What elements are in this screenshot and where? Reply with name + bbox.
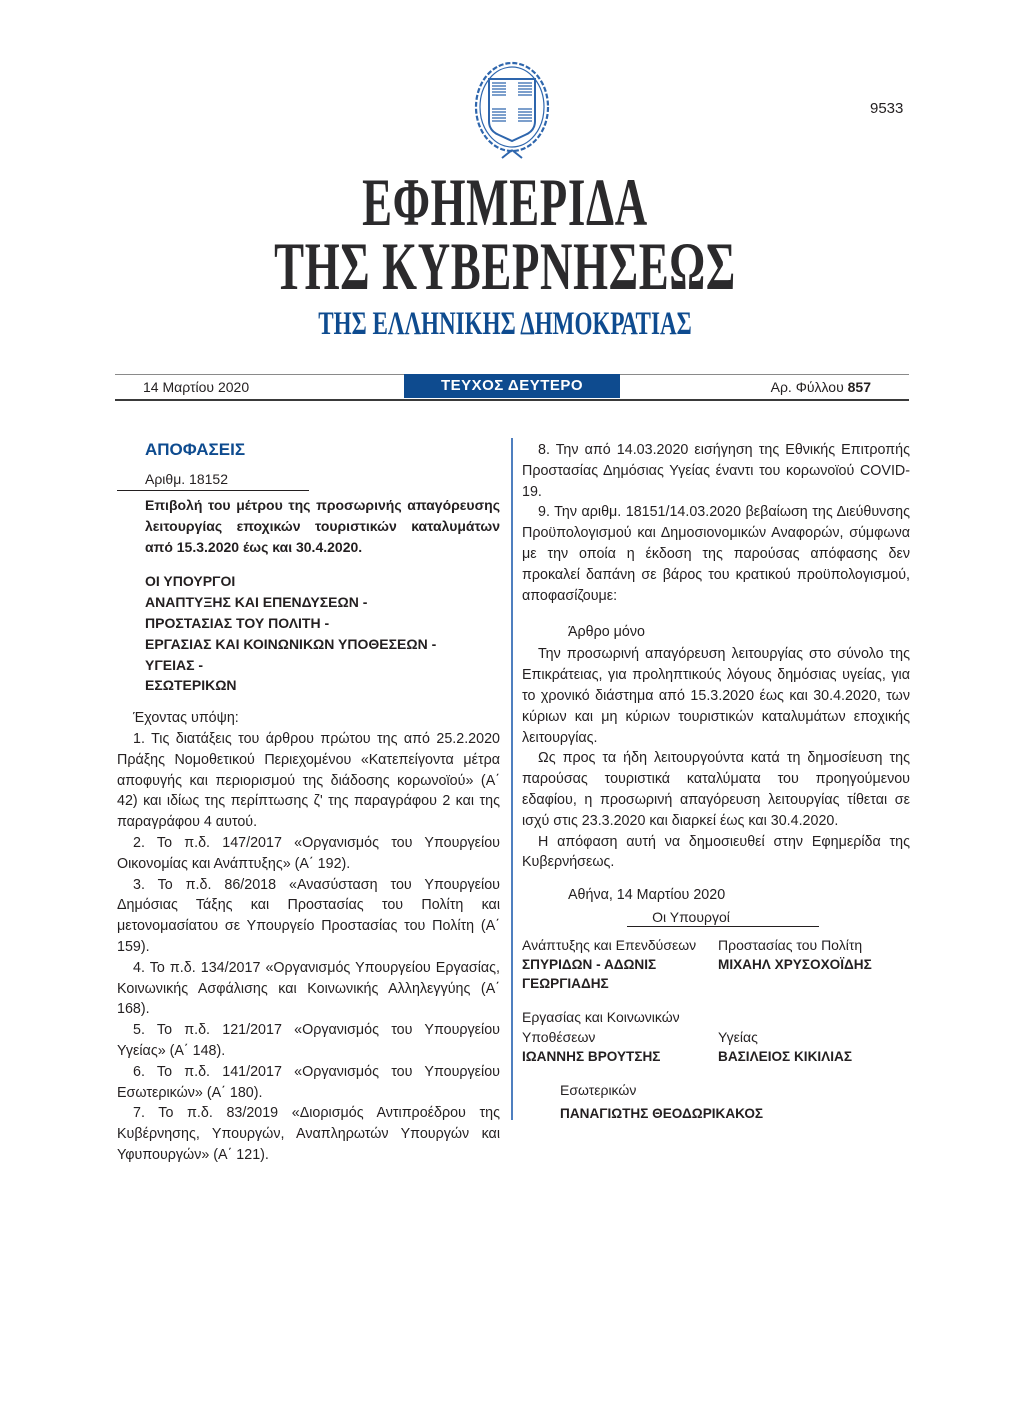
- ministers-line: ΑΝΑΠΤΥΞΗΣ ΚΑΙ ΕΠΕΝΔΥΣΕΩΝ -: [145, 594, 368, 611]
- gazette-subtitle: ΤΗΣ ΕΛΛΗΝΙΚΗΣ ΔΗΜΟΚΡΑΤΙΑΣ: [318, 306, 692, 342]
- decision-number: Αριθμ. 18152: [145, 471, 228, 487]
- signer: [718, 1007, 908, 1080]
- legal-basis-item: 3. Το π.δ. 86/2018 «Ανασύσταση του Υπουργείου Δημόσιας Τάξης και Προστασίας του Πολίτη και μετονομασίατου σε Υπουργείο Προστασίας του Πολίτη (Α΄ 159).: [117, 876, 500, 955]
- signer-name: ΜΙΧΑΗΛ ΧΡΥΣΟΧΟΪΔΗΣ: [718, 957, 872, 973]
- column-divider: [511, 438, 513, 1120]
- signer-role: Εργασίας και Κοινωνικών Υποθέσεων: [522, 1009, 680, 1046]
- signer-role: Προστασίας του Πολίτη: [718, 937, 863, 954]
- signers-heading: Οι Υπουργοί: [652, 909, 730, 926]
- left-column: [117, 440, 500, 1166]
- signer: [522, 1007, 712, 1080]
- legal-basis-item: 6. Το π.δ. 141/2017 «Οργανισμός του Υπουργείου Εσωτερικών» (Α΄ 180).: [117, 1063, 500, 1101]
- ministers-line: ΠΡΟΣΤΑΣΙΑΣ ΤΟΥ ΠΟΛΙΤΗ -: [145, 614, 330, 631]
- place-date: Αθήνα, 14 Μαρτίου 2020: [568, 887, 726, 904]
- signer-role: Ανάπτυξης και Επενδύσεων: [522, 937, 697, 954]
- gazette-title-line1: ΕΦΗΜΕΡΙΔΑ: [362, 164, 648, 240]
- ministers-line: ΟΙ ΥΠΟΥΡΓΟΙ: [145, 573, 236, 590]
- coat-of-arms-emblem: [472, 57, 552, 161]
- signer-name: ΙΩΑΝΝΗΣ ΒΡΟΥΤΣΗΣ: [522, 1049, 661, 1065]
- signer-name: ΒΑΣΙΛΕΙΟΣ ΚΙΚΙΛΙΑΣ: [718, 1049, 852, 1065]
- signatures: [522, 935, 910, 1080]
- signer-role: Υγείας: [718, 1029, 758, 1046]
- decision-rule: [117, 490, 309, 491]
- signer-name: ΣΠΥΡΙΔΩΝ - ΑΔΩΝΙΣ ΓΕΩΡΓΙΑΔΗΣ: [522, 957, 657, 992]
- legal-basis-item: 9. Την αριθμ. 18151/14.03.2020 βεβαίωση της Διεύθυνσης Προϋπολογισμού και Δημοσιονομικών Αναφορών, σύμφωνα με την οποία η έκδοση της παρούσας απόφασης δεν προκαλεί δαπάνη σε βάρος του κρατικού προϋπολογισμού, αποφασίζουμε:: [522, 504, 910, 604]
- signer: [718, 935, 908, 1007]
- legal-basis-item: 8. Την από 14.03.2020 εισήγηση της Εθνικής Επιτροπής Προστασίας Δημόσιας Υγείας έναντι του κορωνοϊού COVID-19.: [522, 442, 910, 500]
- article-title: Άρθρο μόνο: [568, 624, 645, 641]
- legal-basis-item: 2. Το π.δ. 147/2017 «Οργανισμός του Υπουργείου Οικονομίας και Ανάπτυξης» (Α΄ 192).: [117, 834, 500, 872]
- ministers-line: ΥΓΕΙΑΣ -: [145, 656, 204, 673]
- article-paragraph: Ως προς τα ήδη λειτουργούντα κατά τη δημοσίευση της παρούσας τουριστικά καταλύματα του προηγούμενου εδαφίου, η προσωρινή απαγόρευση λειτουργίας τίθεται σε ισχύ στις 23.3.2020 και διαρκεί έως και 30.4.2020.: [522, 750, 910, 829]
- legal-basis-item: 4. Το π.δ. 134/2017 «Οργανισμός Υπουργείου Εργασίας, Κοινωνικής Ασφάλισης και Κοινωνικής Αλληλεγγύης (Α΄ 168).: [117, 959, 500, 1018]
- issue-date: 14 Μαρτίου 2020: [143, 379, 250, 395]
- issue-type-badge: ΤΕΥΧΟΣ ΔΕΥΤΕΡΟ: [404, 374, 620, 398]
- issue-bar: [115, 374, 909, 401]
- considering-label: Έχοντας υπόψη:: [133, 710, 239, 727]
- article-paragraph: Η απόφαση αυτή να δημοσιευθεί στην Εφημερίδα της Κυβερνήσεως.: [522, 833, 910, 871]
- legal-basis-item: 1. Τις διατάξεις του άρθρου πρώτου της από 25.2.2020 Πράξης Νομοθετικού Περιεχομένου «Κατεπείγοντα μέτρα αποφυγής και περιορισμού της διάδοσης κορωνοϊού» (Α΄ 42) και ιδίως της περίπτωσης ζ' της παραγράφου 2 και της παραγράφου 4 αυτού.: [117, 730, 500, 831]
- legal-basis-item: 5. Το π.δ. 121/2017 «Οργανισμός του Υπουργείου Υγείας» (Α΄ 148).: [117, 1022, 500, 1059]
- signer: [522, 935, 712, 1007]
- article-paragraph: Την προσωρινή απαγόρευση λειτουργίας στο σύνολο της Επικράτειας, για προληπτικούς λόγους δημόσιας υγείας, για το χρονικό διάστημα από 15.3.2020 έως και 30.4.2020, των κύριων και μη κύριων τουριστικών καταλυμάτων εποχικής λειτουργίας.: [522, 646, 910, 746]
- ministers-line: ΕΣΩΤΕΡΙΚΩΝ: [145, 677, 237, 694]
- sheet-label: Αρ. Φύλλου: [770, 379, 844, 395]
- ministers-line: ΕΡΓΑΣΙΑΣ ΚΑΙ ΚΟΙΝΩΝΙΚΩΝ ΥΠΟΘΕΣΕΩΝ -: [145, 635, 437, 652]
- gazette-title-line2: ΤΗΣ ΚΥΒΕΡΝΗΣΕΩΣ: [274, 228, 736, 304]
- sheet-number: [771, 379, 871, 395]
- signers-rule: [627, 926, 819, 927]
- legal-basis-item: 7. Το π.δ. 83/2019 «Διορισμός Αντιπροέδρου της Κυβέρνησης, Υπουργών, Αναπληρωτών Υπουργών και Υφυπουργών» (Α΄ 121).: [117, 1105, 500, 1163]
- sheet-number-value: 857: [847, 379, 871, 395]
- decision-title: Επιβολή του μέτρου της προσωρινής απαγόρευσης λειτουργίας εποχικών τουριστικών καταλυμάτων από 15.3.2020 έως και 30.4.2020.: [145, 497, 500, 555]
- ministers-heading: [145, 571, 500, 696]
- signer-role: Εσωτερικών: [560, 1082, 637, 1099]
- right-column: [522, 440, 910, 1137]
- signer: [560, 1080, 910, 1123]
- signer-name: ΠΑΝΑΓΙΩΤΗΣ ΘΕΟΔΩΡΙΚΑΚΟΣ: [560, 1106, 764, 1122]
- section-heading: ΑΠΟΦΑΣΕΙΣ: [145, 440, 246, 459]
- page-number: 9533: [870, 100, 904, 117]
